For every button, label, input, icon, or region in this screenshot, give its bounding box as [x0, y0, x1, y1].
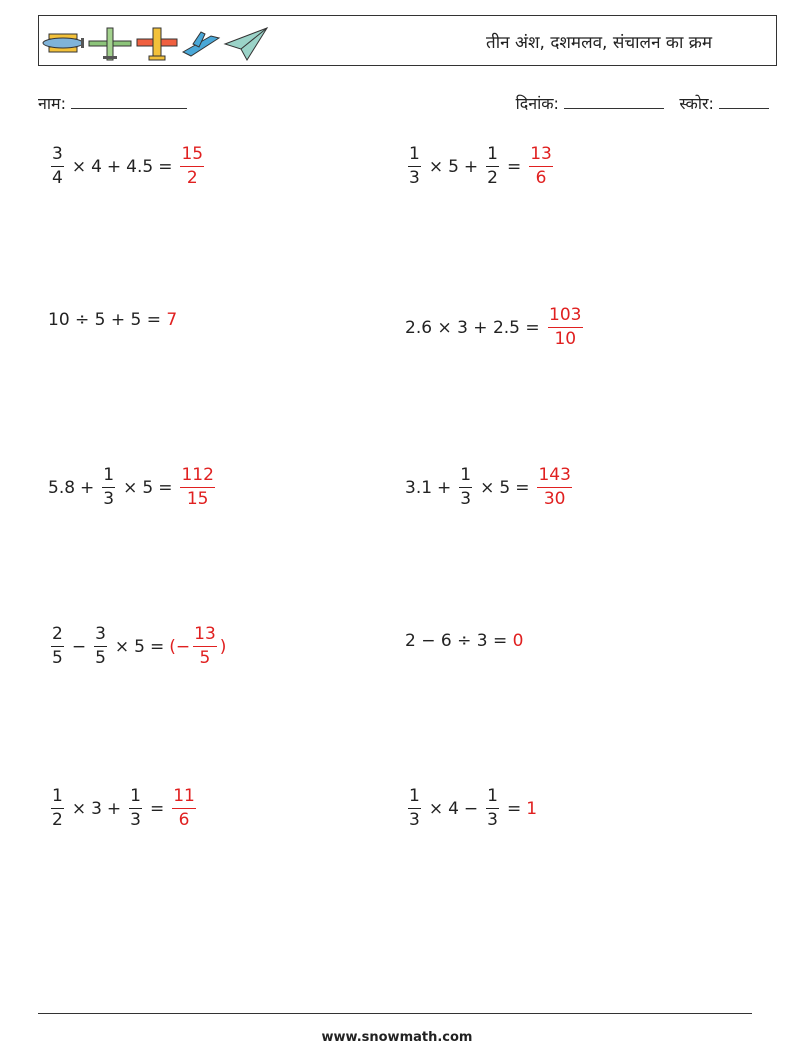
problem-8: [405, 631, 523, 651]
answer: $\frac{143}{30}$: [538, 465, 571, 509]
number: 3.1: [405, 477, 433, 498]
operator: −: [463, 798, 479, 819]
equals-sign: =: [149, 636, 165, 657]
date-label: दिनांक:: [515, 94, 559, 113]
number: 5: [499, 477, 511, 498]
fraction: $\frac{2}{5}$: [52, 624, 63, 668]
operator: ×: [123, 477, 138, 498]
name-blank[interactable]: [71, 94, 187, 109]
small-plane-icon: [137, 28, 177, 60]
score-label: स्कोर:: [679, 94, 714, 113]
fraction: $\frac{1}{3}$: [130, 786, 141, 830]
problem-9: [48, 788, 199, 829]
operator: ×: [71, 798, 87, 819]
fraction: $\frac{3}{5}$: [95, 624, 106, 668]
equals-sign: =: [158, 477, 173, 498]
answer: 7: [166, 310, 178, 330]
equals-sign: =: [506, 798, 522, 819]
fraction: $\frac{1}{3}$: [103, 465, 115, 509]
answer: 0: [512, 631, 524, 651]
expression: 10 ÷ 5 + 5 =: [48, 310, 162, 330]
equals-sign: =: [506, 156, 522, 177]
answer: 1: [526, 798, 538, 819]
operator: +: [80, 477, 95, 498]
header-icons: [41, 22, 271, 62]
equals-sign: =: [158, 156, 173, 177]
fraction: $\frac{1}{2}$: [487, 144, 498, 188]
footer-divider: [38, 1013, 752, 1014]
answer: $\frac{15}{2}$: [181, 144, 204, 188]
answer: (− $\frac{13}{5}$ ): [169, 624, 227, 668]
name-label: नाम:: [38, 94, 66, 113]
fraction: $\frac{1}{3}$: [409, 144, 420, 188]
expression: 2 − 6 ÷ 3 =: [405, 631, 508, 651]
problem-3: [48, 310, 177, 330]
equals-sign: =: [149, 798, 165, 819]
number: 5: [142, 477, 154, 498]
worksheet-header: [38, 15, 777, 66]
biplane-icon: [43, 34, 84, 52]
answer: $\frac{11}{6}$: [173, 786, 195, 830]
operator: +: [437, 477, 452, 498]
date-blank[interactable]: [564, 94, 664, 109]
operator: ×: [114, 636, 130, 657]
propeller-plane-icon: [89, 28, 131, 60]
expression: 2.6 × 3 + 2.5 =: [405, 317, 540, 338]
operator: ×: [480, 477, 495, 498]
operator: −: [71, 636, 87, 657]
date-score-fields: [516, 92, 769, 114]
number: 4: [91, 156, 102, 177]
problem-4: [405, 307, 586, 348]
operator: +: [106, 798, 122, 819]
fraction: $\frac{1}{3}$: [409, 786, 420, 830]
fraction: $\frac{3}{4}$: [52, 144, 63, 188]
number: 4: [448, 798, 459, 819]
fraction: $\frac{1}{3}$: [487, 786, 498, 830]
operator: ×: [428, 798, 444, 819]
equals-sign: =: [515, 477, 530, 498]
fraction: $\frac{1}{2}$: [52, 786, 63, 830]
problem-2: [405, 146, 556, 187]
operator: ×: [428, 156, 444, 177]
number: 4.5: [126, 156, 154, 177]
footer-url[interactable]: www.snowmath.com: [321, 1030, 473, 1045]
problem-1: [48, 146, 207, 187]
operator: +: [463, 156, 479, 177]
number: 5: [448, 156, 459, 177]
answer: $\frac{112}{15}$: [181, 465, 214, 509]
answer: $\frac{13}{6}$: [530, 144, 552, 188]
problem-5: [48, 467, 218, 508]
worksheet-title: तीन अंश, दशमलव, संचालन का क्रम: [486, 33, 712, 53]
problem-6: [405, 467, 575, 508]
operator: +: [106, 156, 122, 177]
score-blank[interactable]: [719, 94, 769, 109]
number: 3: [91, 798, 102, 819]
number: 5: [134, 636, 145, 657]
number: 5.8: [48, 477, 76, 498]
operator: ×: [71, 156, 87, 177]
jet-icon: [183, 32, 219, 56]
problem-7: [48, 626, 226, 667]
answer: $\frac{103}{10}$: [549, 305, 582, 349]
problem-10: [405, 788, 537, 829]
fraction: $\frac{1}{3}$: [460, 465, 472, 509]
name-field: [38, 92, 187, 114]
paper-plane-icon: [225, 28, 267, 60]
